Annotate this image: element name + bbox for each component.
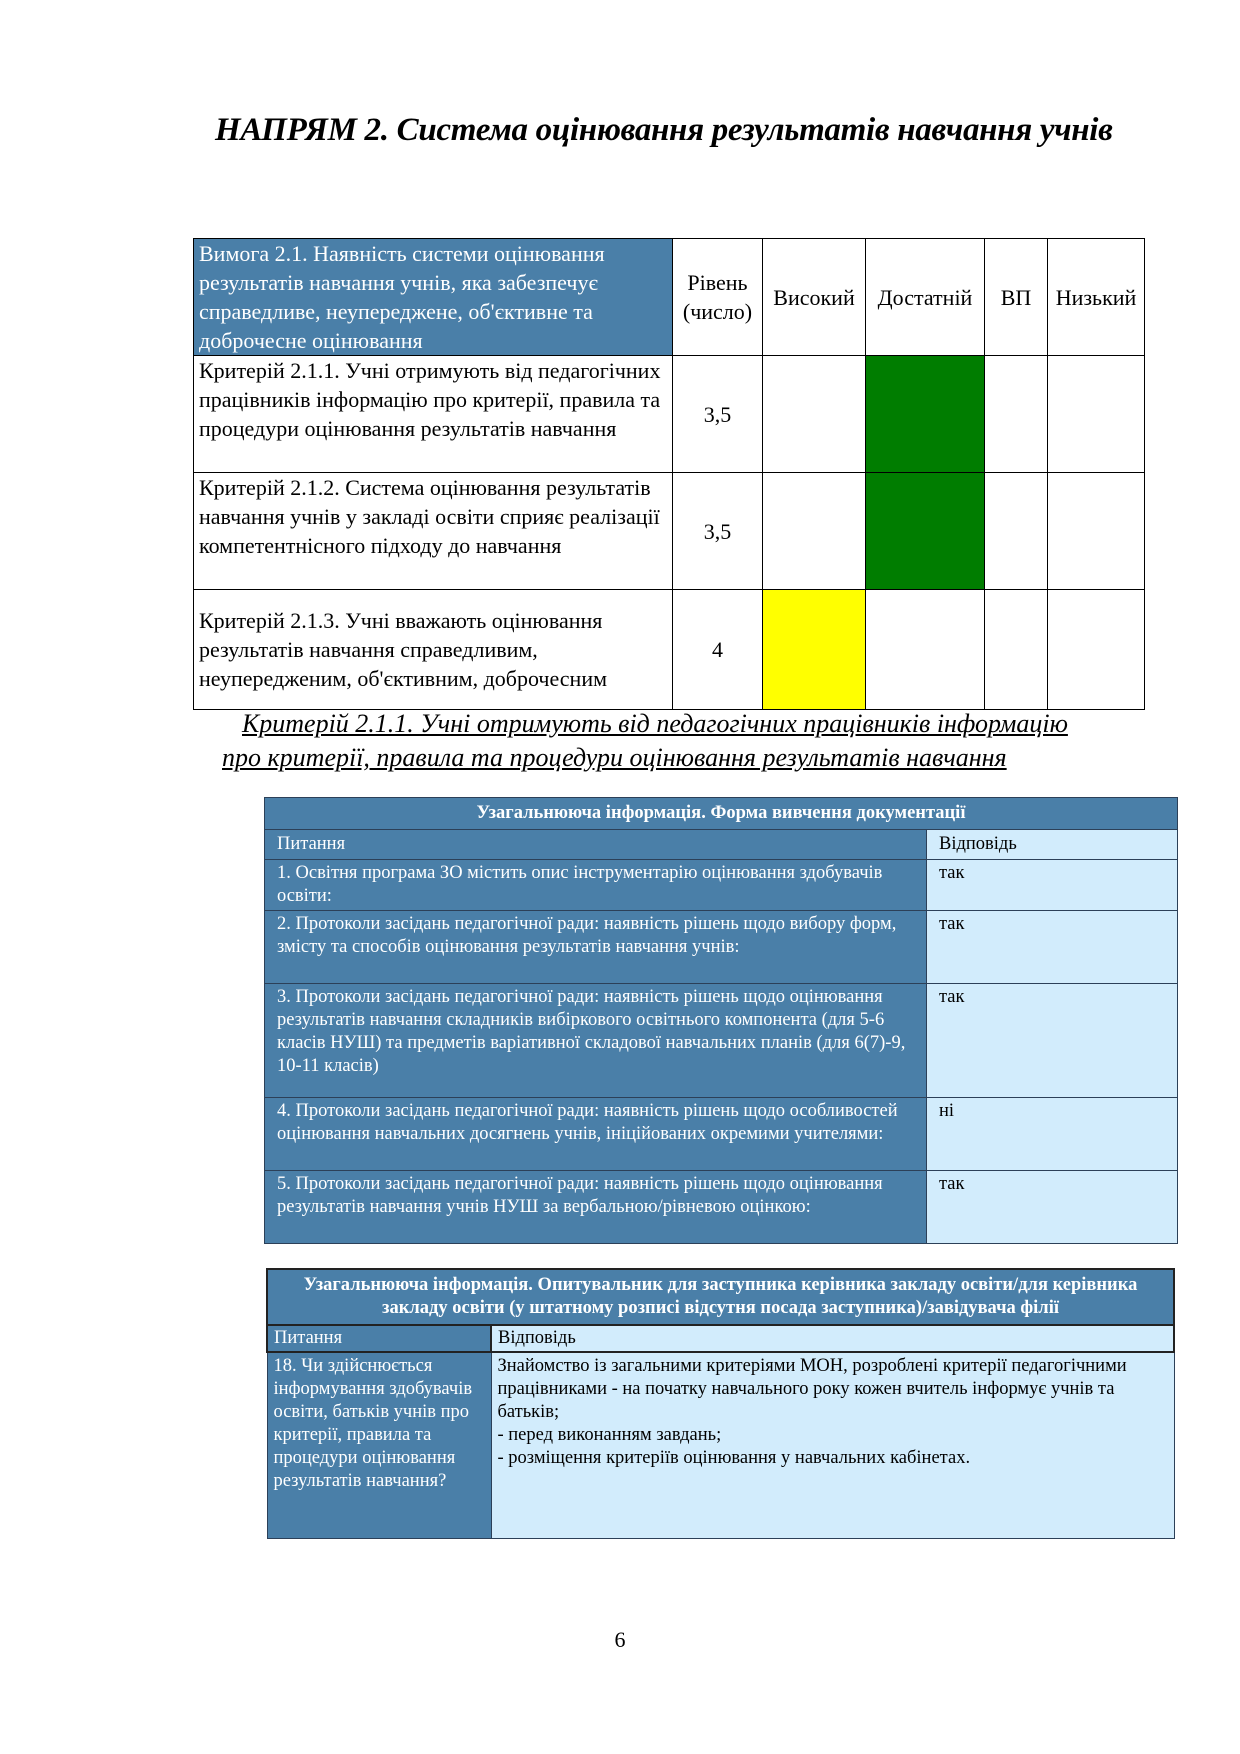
question-header: Питання	[265, 830, 927, 860]
low-cell	[1048, 473, 1145, 590]
documentation-table	[264, 797, 1178, 1244]
question-cell: 4. Протоколи засідань педагогічної ради: наявність рішень щодо особливостей оцінювання навчальних досягнень учнів, ініційованих окремими учителями:	[265, 1098, 927, 1171]
low-cell	[1048, 590, 1145, 710]
page-number: 6	[614, 1627, 626, 1652]
sufficient-cell-marked	[866, 356, 985, 473]
table-row	[265, 984, 1178, 1098]
question-cell: 1. Освітня програма ЗО містить опис інструментарію оцінювання здобувачів освіти:	[265, 860, 927, 911]
criterion-cell: Критерій 2.1.3. Учні вважають оцінювання результатів навчання справедливим, неупередженим, об'єктивним, доброчесним	[194, 590, 673, 710]
question-cell: 3. Протоколи засідань педагогічної ради: наявність рішень щодо оцінювання результатів навчання складників вибіркового освітнього компонента (для 5-6 класів НУШ) та предметів варіативної складової навчальних планів (для 6(7)-9, 10-11 класів)	[265, 984, 927, 1098]
table-row	[265, 860, 1178, 911]
survey-title: Узагальнююча інформація. Опитувальник для заступника керівника закладу освіти/для керівника закладу освіти (у штатному розписі відсутня посада заступника)/завідувача філії	[267, 1269, 1174, 1325]
answer-cell	[491, 1352, 1174, 1538]
vp-cell	[985, 473, 1048, 590]
answer-line: - розміщення критеріїв оцінювання у навчальних кабінетах.	[497, 1448, 971, 1468]
criterion-row	[194, 356, 1145, 473]
requirement-cell: Вимога 2.1. Наявність системи оцінювання результатів навчання учнів, яка забезпечує справедливе, неупереджене, об'єктивне та доброчесне оцінювання	[194, 239, 673, 356]
documentation-title: Узагальнююча інформація. Форма вивчення документації	[265, 798, 1178, 830]
criterion-row	[194, 590, 1145, 710]
vp-header: ВП	[985, 239, 1048, 356]
table-row	[265, 1171, 1178, 1244]
question-cell: 2. Протоколи засідань педагогічної ради: наявність рішень щодо вибору форм, змісту та способів оцінювання результатів навчання учнів:	[265, 911, 927, 984]
table-row	[267, 1352, 1174, 1538]
survey-header-row	[267, 1325, 1174, 1352]
low-header: Низький	[1048, 239, 1145, 356]
caption-line: про критерії, правила та процедури оцінювання результатів навчання	[222, 743, 1007, 772]
vp-cell	[985, 356, 1048, 473]
level-value: 3,5	[673, 356, 763, 473]
page-heading: НАПРЯМ 2. Система оцінювання результатів навчання учнів	[215, 112, 1113, 148]
answer-line: Знайомство із загальними критеріями МОН, розроблені критерії педагогічними працівниками - на початку навчального року кожен вчитель інформує учнів та батьків;	[497, 1356, 1127, 1422]
survey-title-row	[267, 1269, 1174, 1325]
answer-cell: ні	[927, 1098, 1178, 1171]
answer-header: Відповідь	[927, 830, 1178, 860]
answer-cell: так	[927, 1171, 1178, 1244]
level-value: 3,5	[673, 473, 763, 590]
low-cell	[1048, 356, 1145, 473]
sufficient-header: Достатній	[866, 239, 985, 356]
high-cell-marked	[763, 590, 866, 710]
survey-table	[266, 1268, 1175, 1539]
answer-cell: так	[927, 911, 1178, 984]
documentation-header-row	[265, 830, 1178, 860]
level-value: 4	[673, 590, 763, 710]
vp-cell	[985, 590, 1048, 710]
answer-cell: так	[927, 984, 1178, 1098]
documentation-title-row	[265, 798, 1178, 830]
high-cell	[763, 473, 866, 590]
criterion-cell: Критерій 2.1.2. Система оцінювання результатів навчання учнів у закладі освіти сприяє реалізації компетентнісного підходу до навчання	[194, 473, 673, 590]
sufficient-cell-marked	[866, 473, 985, 590]
high-header: Високий	[763, 239, 866, 356]
sufficient-cell	[866, 590, 985, 710]
question-header: Питання	[267, 1325, 491, 1352]
table-row	[265, 911, 1178, 984]
criterion-caption	[222, 707, 1162, 775]
answer-header: Відповідь	[491, 1325, 1174, 1352]
rating-table	[193, 238, 1145, 710]
rating-header-row	[194, 239, 1145, 356]
criterion-cell: Критерій 2.1.1. Учні отримують від педагогічних працівників інформацію про критерії, правила та процедури оцінювання результатів навчання	[194, 356, 673, 473]
answer-line: - перед виконанням завдань;	[497, 1425, 722, 1445]
question-cell: 18. Чи здійснюється інформування здобувачів освіти, батьків учнів про критерії, правила та процедури оцінювання результатів навчання?	[267, 1352, 491, 1538]
question-cell: 5. Протоколи засідань педагогічної ради: наявність рішень щодо оцінювання результатів навчання учнів НУШ за вербальною/рівневою оцінкою:	[265, 1171, 927, 1244]
criterion-row	[194, 473, 1145, 590]
high-cell	[763, 356, 866, 473]
answer-cell: так	[927, 860, 1178, 911]
table-row	[265, 1098, 1178, 1171]
caption-line: Критерій 2.1.1. Учні отримують від педагогічних працівників інформацію	[242, 709, 1068, 738]
level-header: Рівень (число)	[673, 239, 763, 356]
